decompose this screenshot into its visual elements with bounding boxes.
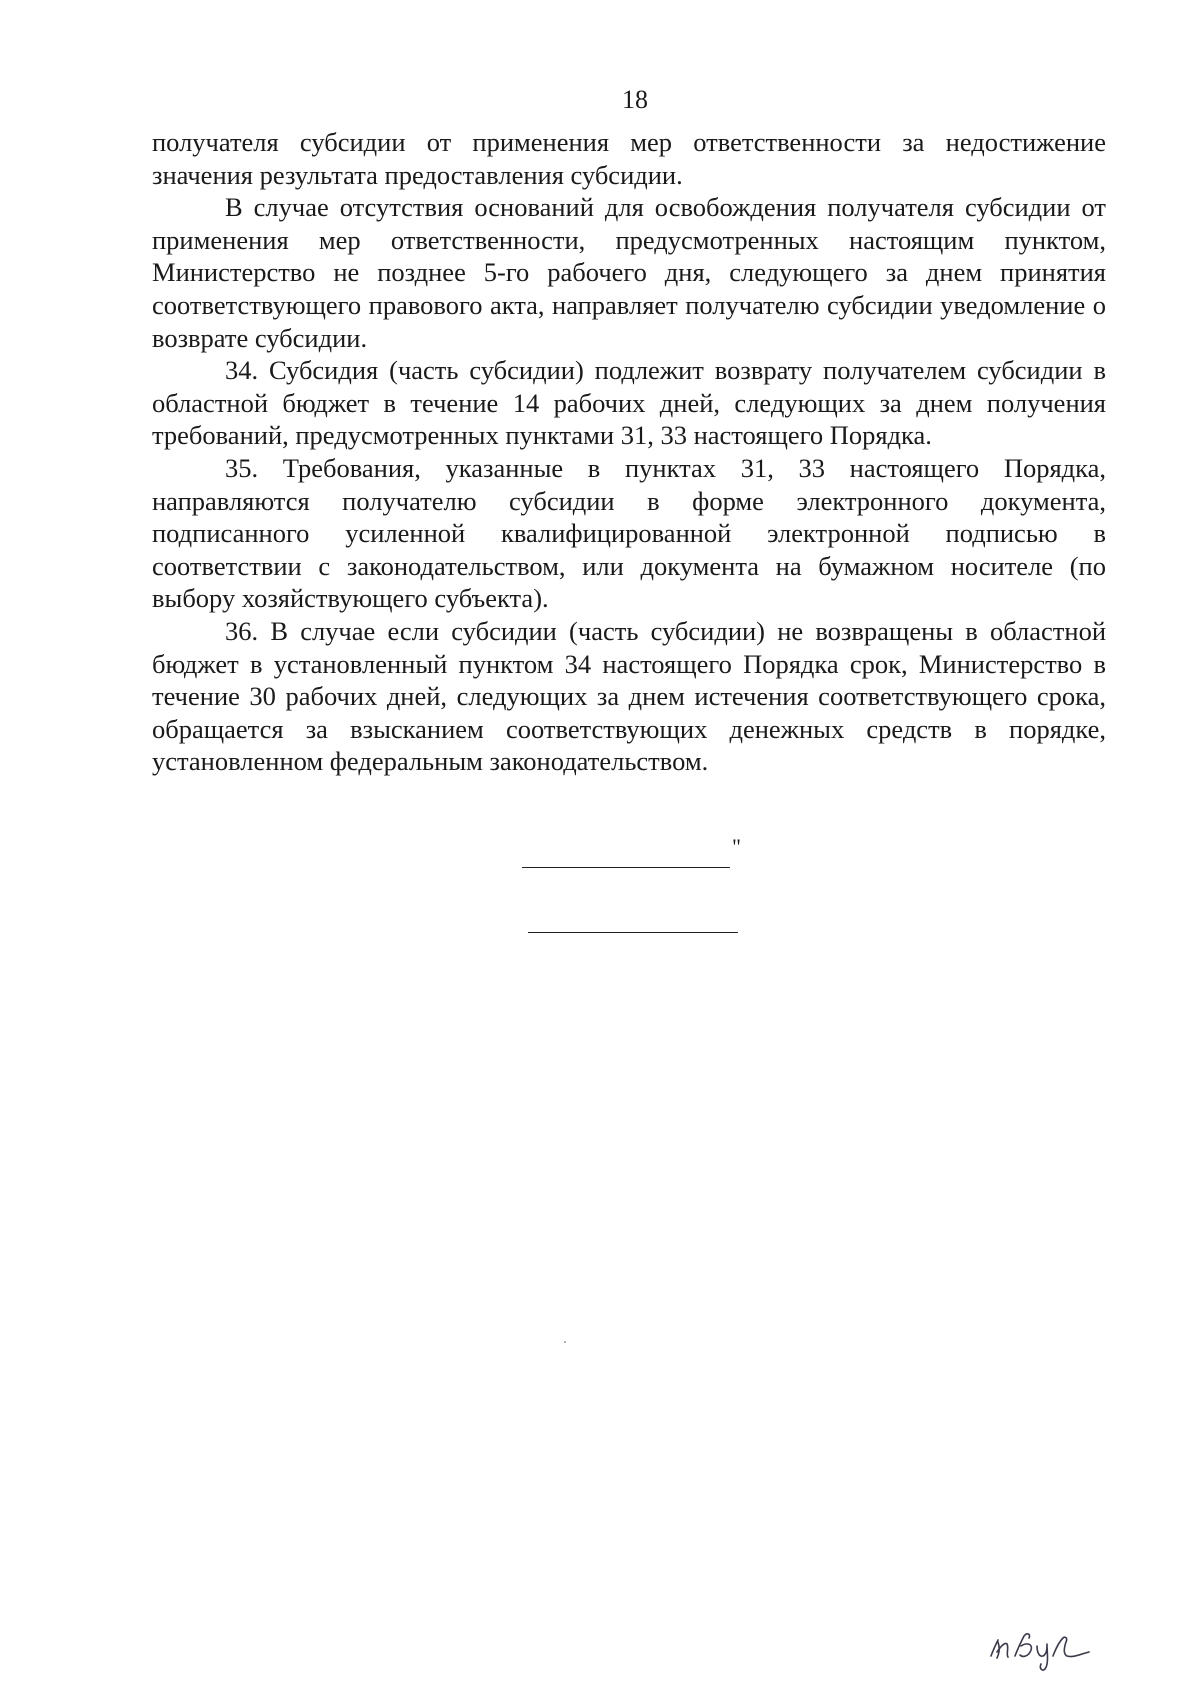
paragraph-no-grounds: В случае отсутствия оснований для освобождения получателя субсидии от применения мер ответственности, предусмотренных настоящим пунктом, Министерство не позднее 5-го рабочего дня, следующего за днем принятия соответствующего правового акта, направляет получателю субсидии уведомление о возврате субсидии. <box>152 192 1106 353</box>
paragraph-item-36: 36. В случае если субсидии (часть субсидии) не возвращены в областной бюджет в установленный пунктом 34 настоящего Порядка срок, Министерство в течение 30 рабочих дней, следующих за днем истечения соответствующего срока, обращается за взысканием соответствующих денежных средств в порядке, установленном федеральным законодательством. <box>152 615 1106 777</box>
closing-rule <box>522 867 730 868</box>
paragraph-item-35: 35. Требования, указанные в пунктах 31, 33 настоящего Порядка, направляются получателю субсидии в форме электронного документа, подписанного усиленной квалифицированной электронной подписью в соответствии с законодательством, или документа на бумажном носителе (по выбору хозяйствующего субъекта). <box>152 452 1106 614</box>
handwritten-initials-signature <box>985 1612 1095 1672</box>
page-number: 18 <box>622 85 648 114</box>
paragraph-continuation: получателя субсидии от применения мер ответственности за недостижение значения результата предоставления субсидии. <box>152 127 1106 190</box>
document-body <box>152 126 1106 778</box>
closing-quote-line <box>522 834 741 868</box>
paragraph-item-34: 34. Субсидия (часть субсидии) подлежит возврату получателем субсидии в областной бюджет в течение 14 рабочих дней, следующих за днем получения требований, предусмотренных пунктами 31, 33 настоящего Порядка. <box>152 355 1106 451</box>
scan-speck <box>564 1341 566 1343</box>
end-of-document-rule <box>528 932 738 933</box>
closing-quote-mark: " <box>732 834 741 859</box>
